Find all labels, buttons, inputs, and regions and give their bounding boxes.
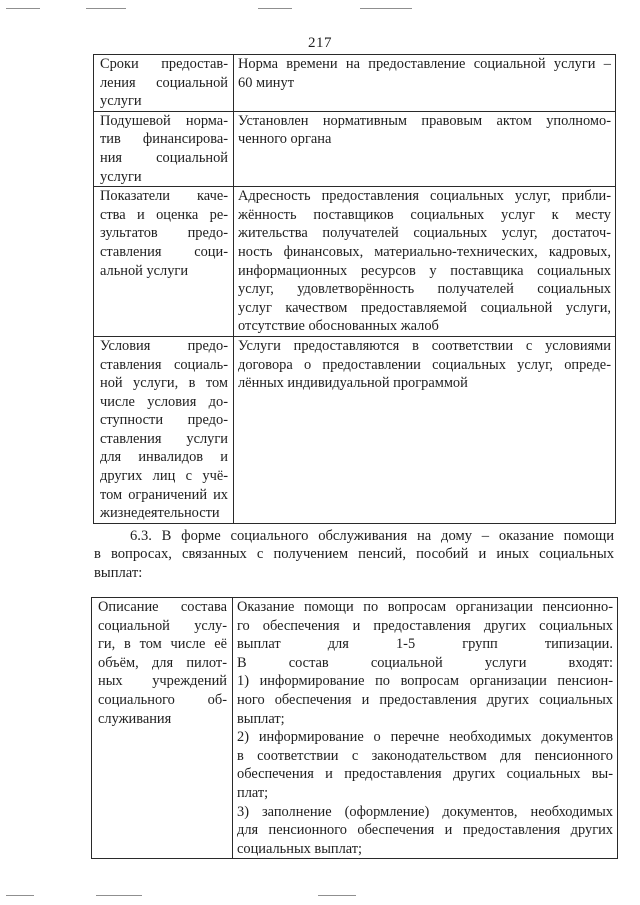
text-line: ставления услуги: [100, 430, 228, 447]
text-line: 2) информирование о перечне необходимых документов: [237, 729, 613, 746]
scan-edge-mark: [360, 8, 412, 9]
text-line: 1) информирование по вопросам организации пенсион-: [237, 673, 613, 690]
text-line: для инвалидов и: [100, 449, 228, 466]
text-line: В состав социальной услуги входят:: [237, 654, 613, 671]
text-line: отсутствие обоснованных жалоб: [238, 318, 439, 335]
text-line: Условия предо-: [100, 337, 228, 354]
text-line: жённость поставщиков социальных услуг к месту: [238, 206, 611, 223]
text-line: ного обеспечения и предоставления других социальных: [237, 691, 613, 708]
table-row: [94, 336, 616, 523]
text-line: лённых индивидуальной программой: [238, 375, 468, 392]
text-line: ления социальной: [100, 74, 228, 91]
text-line: Услуги предоставляются в соответствии с условиями: [238, 337, 611, 354]
text-line: тив финансирова-: [100, 131, 228, 148]
text-line: выплат для 1-5 групп типизации.: [237, 636, 613, 653]
scan-edge-mark: [258, 8, 292, 9]
text-line: том ограничений их: [100, 486, 228, 503]
text-line: других лиц с учё-: [100, 468, 228, 485]
page-number: 217: [308, 35, 332, 51]
text-line: Показатели каче-: [100, 188, 228, 205]
row-label-cell: [94, 111, 234, 186]
text-line: Адресность предоставления социальных услуг, прибли-: [238, 188, 611, 205]
text-line: услуги: [100, 168, 142, 185]
row-label-cell: [94, 55, 234, 112]
table-row: [94, 111, 616, 186]
row-content-cell: [234, 187, 616, 337]
row-content-cell: [234, 111, 616, 186]
table-1-body: [94, 55, 616, 524]
text-line: услуг, удовлетворённость получателей социальных: [238, 281, 611, 298]
text-line: договора о предоставлении социальных услуг, опреде-: [238, 356, 611, 373]
text-line: ченного органа: [238, 131, 332, 148]
text-line: альной услуги: [100, 262, 189, 279]
text-line: Сроки предостав-: [100, 56, 228, 72]
text-line: социальной услу-: [98, 617, 227, 634]
row-label-cell: [94, 336, 234, 523]
text-line: служивания: [98, 710, 172, 727]
text-line: социальных выплат;: [237, 840, 363, 857]
text-line: ния социальной: [100, 149, 228, 166]
text-line: социального об-: [98, 691, 227, 708]
text-line: информационных ресурсов у поставщика социальных: [238, 262, 611, 279]
text-line: ных учреждений: [98, 673, 227, 690]
text-line: ступности предо-: [100, 412, 228, 429]
table-row: [94, 187, 616, 337]
text-line: жительства получателей социальных услуг, достаточ-: [238, 225, 611, 242]
row-label-cell: [94, 187, 234, 337]
table-row: [94, 55, 616, 112]
text-line: обеспечения и предоставления других социальных вы-: [237, 766, 613, 783]
text-line: Описание состава: [98, 599, 227, 615]
text-line: Установлен нормативным правовым актом уполномо-: [238, 112, 611, 129]
text-line: го обеспечения и предоставления других социальных: [237, 617, 613, 634]
text-line: ги, в том числе её: [98, 636, 227, 653]
text-line: 3) заполнение (оформление) документов, необходимых: [237, 803, 613, 820]
text-line: для пенсионного обеспечения и предоставления других: [237, 822, 613, 839]
row-label-cell: [92, 598, 233, 859]
row-content-cell: [234, 336, 616, 523]
text-line: числе условия до-: [100, 393, 228, 410]
row-content-cell: [233, 598, 618, 859]
text-line: услуги: [100, 93, 142, 110]
text-line: зультатов предо-: [100, 225, 228, 242]
scan-edge-mark: [86, 8, 126, 9]
text-line: 60 минут: [238, 74, 294, 91]
scan-edge-mark: [96, 895, 142, 896]
scan-edge-mark: [6, 895, 34, 896]
text-line: Норма времени на предоставление социальной услуги –: [238, 56, 611, 72]
text-line: услуг качеством предоставляемой социальной услуги,: [238, 299, 611, 316]
text-line: 6.3. В форме социального обслуживания на дому – оказание помощи: [130, 528, 614, 544]
text-line: выплат:: [94, 564, 143, 581]
text-line: жизнедеятельности: [100, 505, 220, 522]
text-line: выплат;: [237, 710, 285, 727]
text-line: в вопросах, связанных с получением пенсий, пособий и иных социальных: [94, 546, 614, 563]
row-content-cell: [234, 55, 616, 112]
service-parameters-table: [93, 54, 616, 524]
text-line: Оказание помощи по вопросам организации пенсионно-: [237, 599, 613, 615]
text-line: ность финансовых, материально-технических, кадровых,: [238, 243, 611, 260]
scan-edge-mark: [6, 8, 40, 9]
text-line: ставления социаль-: [100, 356, 228, 373]
table-row: [92, 598, 618, 859]
table-2-body: [92, 598, 618, 859]
text-line: в соответствии с законодательством для пенсионного: [237, 747, 613, 764]
section-paragraph: [94, 527, 614, 582]
text-line: объём, для пилот-: [98, 654, 227, 671]
text-line: Подушевой норма-: [100, 112, 228, 129]
text-line: ставления соци-: [100, 243, 228, 260]
text-line: ства и оценка ре-: [100, 206, 228, 223]
text-line: ной услуги, в том: [100, 375, 228, 392]
service-description-table: [91, 597, 618, 859]
text-line: плат;: [237, 784, 269, 801]
scan-edge-mark: [318, 895, 356, 896]
